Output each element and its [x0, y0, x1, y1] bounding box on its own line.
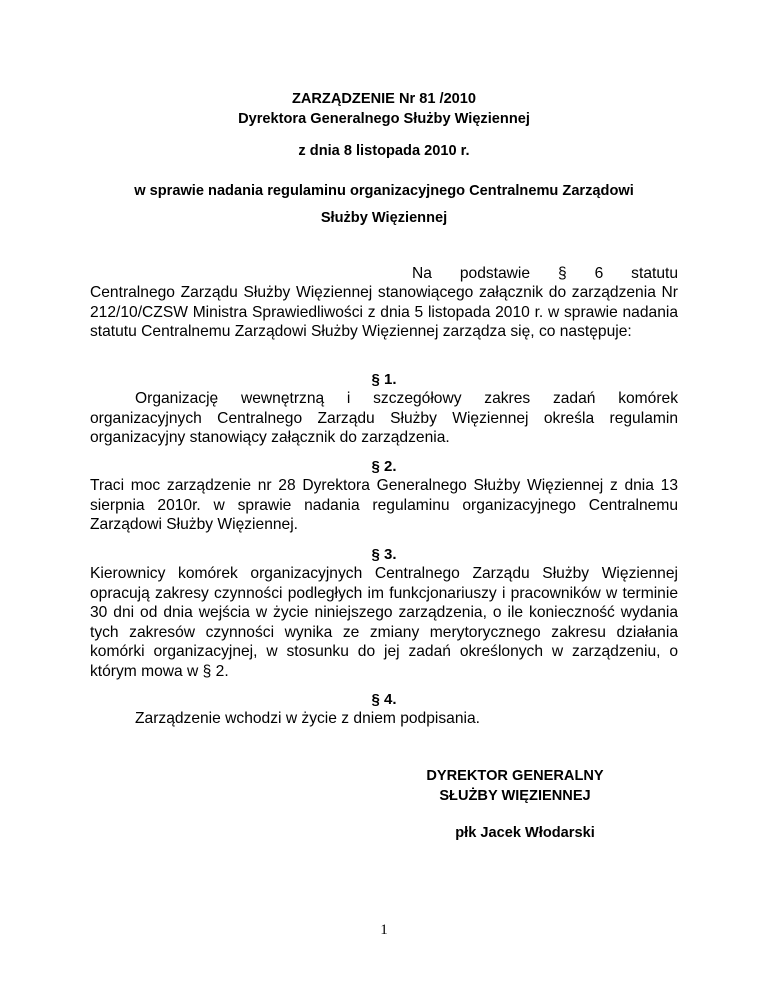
section-1-heading: § 1. [371, 371, 397, 388]
section-3-heading: § 3. [371, 546, 397, 563]
document-subject-line-2: Służby Więziennej [320, 210, 448, 226]
section-4-heading: § 4. [371, 691, 397, 708]
document-subject-line-1: w sprawie nadania regulaminu organizacyjnego Centralnemu Zarządowi [134, 183, 634, 199]
document-date: z dnia 8 listopada 2010 r. [298, 143, 470, 159]
signature-name: płk Jacek Włodarski [455, 825, 595, 841]
preamble-text: Centralnego Zarządu Służby Więziennej stanowiącego załącznik do zarządzenia Nr 212/10/CZSW Ministra Sprawiedliwości z dnia 5 listopada 2010 r. w sprawie nadania statutu Centralnemu Zarządowi Służby Więziennej zarządza się, co następuje: [90, 284, 678, 341]
title-line-2: Dyrektora Generalnego Służby Więziennej [238, 111, 530, 127]
signature-line-1: DYREKTOR GENERALNY [426, 768, 604, 784]
section-1-text: Organizację wewnętrzną i szczegółowy zakres zadań komórek organizacyjnych Centralnego Zarządu Służby Więziennej określa regulamin organizacyjny stanowiący załącznik do zarządzenia. [90, 390, 678, 447]
page-number: 1 [380, 922, 388, 938]
title-line-1: ZARZĄDZENIE Nr 81 /2010 [291, 91, 477, 107]
signature-line-2: SŁUŻBY WIĘZIENNEJ [439, 788, 591, 804]
document-title [90, 89, 678, 129]
section-2-text: Traci moc zarządzenie nr 28 Dyrektora Generalnego Służby Więziennej z dnia 13 sierpnia 2010r. w sprawie nadania regulaminu organizacyjnego Centralnemu Zarządowi Służby Więziennej. [90, 477, 678, 534]
section-3-text: Kierownicy komórek organizacyjnych Centralnego Zarządu Służby Więziennej opracują zakresy czynności podległych im funkcjonariuszy i pracowników w terminie 30 dni od dnia wejścia w życie niniejszego zarządzenia, o ile konieczność wydania tych zakresów czynności wynika ze zmiany merytorycznego zakresu działania komórki organizacyjnej, w stosunku do jej zadań określonych w zarządzeniu, o którym mowa w § 2. [90, 565, 678, 680]
preamble-first-line: Na podstawie § 6 statutu [412, 265, 678, 282]
section-4-text: Zarządzenie wchodzi w życie z dniem podpisania. [135, 710, 480, 727]
signature-title [390, 766, 640, 806]
section-2-heading: § 2. [371, 458, 397, 475]
